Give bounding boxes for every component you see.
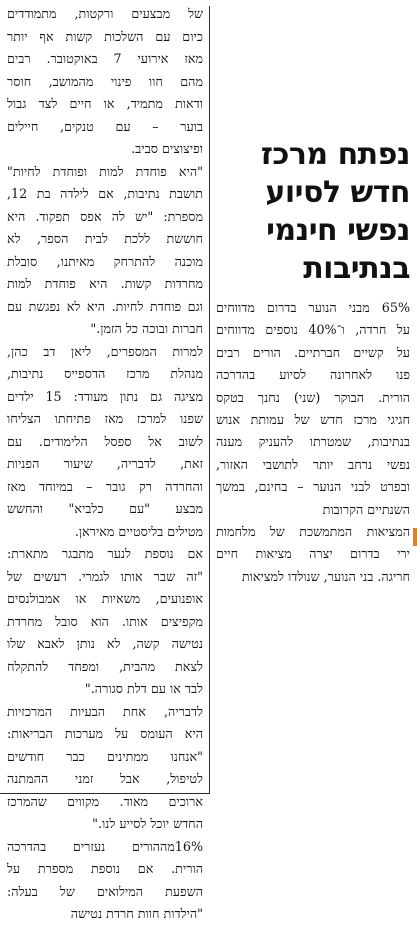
text-line: ירי בדרום יצרה מציאות חיים [216,546,410,562]
text-line: לבד או עם דלת סגורה." [84,681,203,696]
text-line: נטישה קשה, לא נותן לאבא שלו [7,636,203,651]
text-line: על קשיים חברתיים. הורים רבים [216,344,410,360]
article-lead-column [216,136,410,588]
text-line: לטיפול, אבל זמני ההמתנה [7,771,203,786]
text-line: אופנועים, משאיות או אמבולנסים [7,591,203,606]
text-line: מחרדות קשות. היא פוחדת למות [7,276,203,291]
text-line: מוכנה להתרחק מאיתנו, סובלת [7,253,203,269]
text-line: וגם פוחדת לחיות. היא לא נפגשת עם [7,298,203,314]
headline-line: נפתח מרכז [260,137,410,172]
text-line: ובפרט לבני הנוער – בחינם, במשך [216,479,410,495]
text-line: מנהלת מרכז הדספייס נתיבות, [7,366,203,381]
text-line: והחרדה רק גובר – במיוחד מאז [7,478,203,494]
text-line: חגיגי מרכז חדש של עמותת אנוש [216,412,410,428]
page-edge-mark [413,528,417,546]
text-line: לדבריה, אחת הבעיות המרכזיות [7,703,203,719]
headline-line: נפשי חינמי [266,213,410,248]
text-line: בנתיבות, שמטרתו להעניק מענה [216,434,410,450]
text-line: הורית. הבוקר (שני) נחנך בטקס [216,389,410,405]
text-line: פנו לאחרונה לסיוע בהדרכה [216,367,410,383]
bottom-divider [0,793,209,794]
article-headline [216,136,410,288]
headline-line: חדש לסיוע [265,175,410,210]
text-line: זאת, לדבריה, שיעור הפניות [7,456,203,471]
text-line: אם נוספת לנער מתבגר מתארת: [7,546,203,561]
text-line: לצאת מהבית, ומפחד להתקלח [7,658,203,674]
text-line: מטילים בליסטיים מאיראן. [74,523,203,539]
text-line: ודאות מתמיד, או חיים לצד גבול [7,96,203,111]
text-line: ארוכים מאוד. מקווים שהמרכז [7,793,203,809]
text-line: שפנו למרכז מאז פתיחתו הצליחו [7,411,203,426]
text-line: מספרת: "יש לה אפס תפקוד. היא [7,208,203,224]
text-line: "הילדות חוות חרדת נטישה [70,906,203,921]
text-line: הורית. אם נוספת מספרת על [7,861,203,876]
text-line: "היא פוחדת למות ופוחדת לחיות" [7,163,203,179]
text-line: של מבצעים ורקטות, מתמודדים [7,6,203,21]
text-line: השפעת המילואים של בעלה: [7,883,203,899]
text-line: מקפיצים אותו. הוא סובל מחרדת [7,613,203,629]
article-lead-body [216,297,410,588]
text-line: כיום עם השלכות קשות אף יותר [7,28,203,44]
text-line: "זה שבר אותו לגמרי. רעשים של [7,568,203,584]
headline-line: בנתיבות [303,251,410,286]
text-line: תושבת נתיבות, אם לילדה בת 12, [7,186,203,201]
text-line: לשוב אל ספסל הלימודים. עם [7,433,203,449]
text-line: 65% מבני הנוער בדרום מדווחים [216,300,410,315]
column-divider [209,6,210,794]
text-line: למרות המספרים, ליאן דב כהן, [7,343,203,359]
text-line: מאז אירועי 7 באוקטובר. רבים [7,51,203,66]
text-line: בוער – עם טנקים, חיילים [7,118,203,134]
text-line: חברות ובוכה כל הזמן." [90,321,203,336]
text-line: חוששת ללכת לבית הספר, לא [7,231,203,246]
text-line: מציגה גם נתון מעודד: 15 ילדים [7,388,203,404]
text-line: נפשי נרחב יותר לתושבי האזור, [216,456,410,472]
text-line: מהם חוו פינוי מהמושב, חוסר [7,73,203,89]
text-line: ופיצוצים סביב. [131,141,203,156]
text-line: השנתיים הקרובות [322,501,410,517]
text-line: 16%מההורים נעזרים בהדרכה [7,838,203,854]
article-continuation-column [7,3,203,926]
text-line: המציאות המתמשכת של מלחמות [216,524,410,540]
text-line: חריגה. בני הנוער, שנולדו למציאות [241,568,410,584]
text-line: מבצע "עם כלביא" והחשש [7,501,203,516]
text-line: החדש יוכל לסייע לנו." [92,816,203,831]
text-line: "אנחנו ממתינים כבר חודשים [7,748,203,764]
text-line: על חרדה, ו־40% נוספים מדווחים [216,322,410,338]
text-line: היא העומס על מערכות הבריאות: [7,726,203,741]
